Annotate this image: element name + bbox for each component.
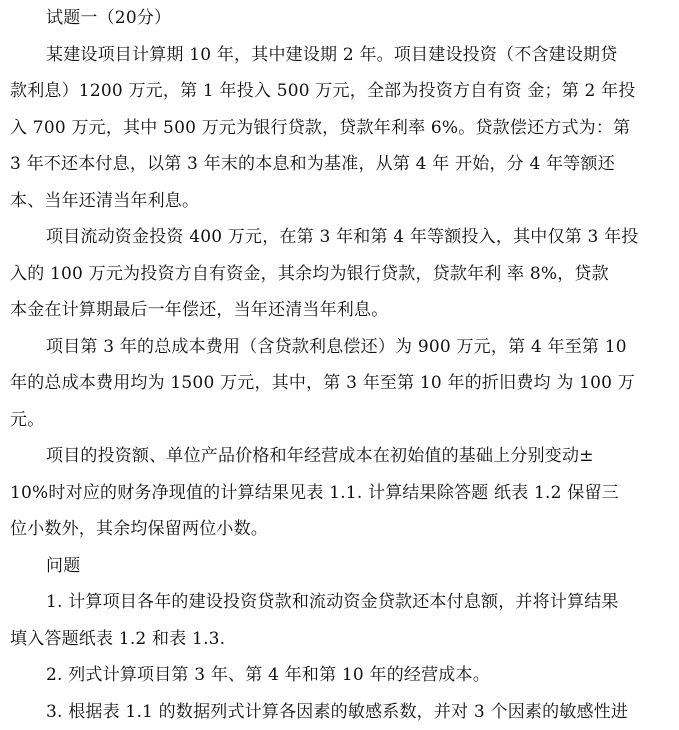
document-page (10, 0, 655, 730)
paragraph-2-line-1: 项目流动资金投资 400 万元，在第 3 年和第 4 年等额投入，其中仅第 3 年投 (10, 219, 655, 256)
question-1-line-2: 填入答题纸表 1.2 和表 1.3. (10, 621, 655, 658)
question-1-line-1: 1. 计算项目各年的建设投资贷款和流动资金贷款还本付息额，并将计算结果 (10, 584, 655, 621)
paragraph-4-line-2: 10%时对应的财务净现值的计算结果见表 1.1. 计算结果除答题 纸表 1.2 保留三 (10, 475, 655, 512)
paragraph-3-line-1: 项目第 3 年的总成本费用（含贷款利息偿还）为 900 万元，第 4 年至第 10 (10, 329, 655, 366)
paragraph-2-line-2: 入的 100 万元为投资方自有资金，其余均为银行贷款，贷款年利 率 8%，贷款 (10, 256, 655, 293)
paragraph-4-line-1: 项目的投资额、单位产品价格和年经营成本在初始值的基础上分别变动± (10, 438, 655, 475)
paragraph-2-line-3: 本金在计算期最后一年偿还，当年还清当年利息。 (10, 292, 655, 329)
question-3-line-1: 3. 根据表 1.1 的数据列式计算各因素的敏感系数，并对 3 个因素的敏感性进 (10, 694, 655, 730)
paragraph-4-line-3: 位小数外，其余均保留两位小数。 (10, 511, 655, 548)
paragraph-1-line-1: 某建设项目计算期 10 年，其中建设期 2 年。项目建设投资（不含建设期贷 (10, 37, 655, 74)
questions-heading: 问题 (10, 548, 655, 585)
paragraph-3-line-2: 年的总成本费用均为 1500 万元，其中，第 3 年至第 10 年的折旧费均 为 100 万 (10, 365, 655, 402)
paragraph-1-line-4: 3 年不还本付息，以第 3 年末的本息和为基准，从第 4 年 开始，分 4 年等额还 (10, 146, 655, 183)
paragraph-1-line-5: 本、当年还清当年利息。 (10, 183, 655, 220)
paragraph-3-line-3: 元。 (10, 402, 655, 439)
paragraph-1-line-2: 款利息）1200 万元，第 1 年投入 500 万元，全部为投资方自有资 金；第 2 年投 (10, 73, 655, 110)
question-2-line-1: 2. 列式计算项目第 3 年、第 4 年和第 10 年的经营成本。 (10, 657, 655, 694)
question-title: 试题一（20分） (10, 0, 655, 37)
paragraph-1-line-3: 入 700 万元，其中 500 万元为银行贷款，贷款年利率 6%。贷款偿还方式为：第 (10, 110, 655, 147)
